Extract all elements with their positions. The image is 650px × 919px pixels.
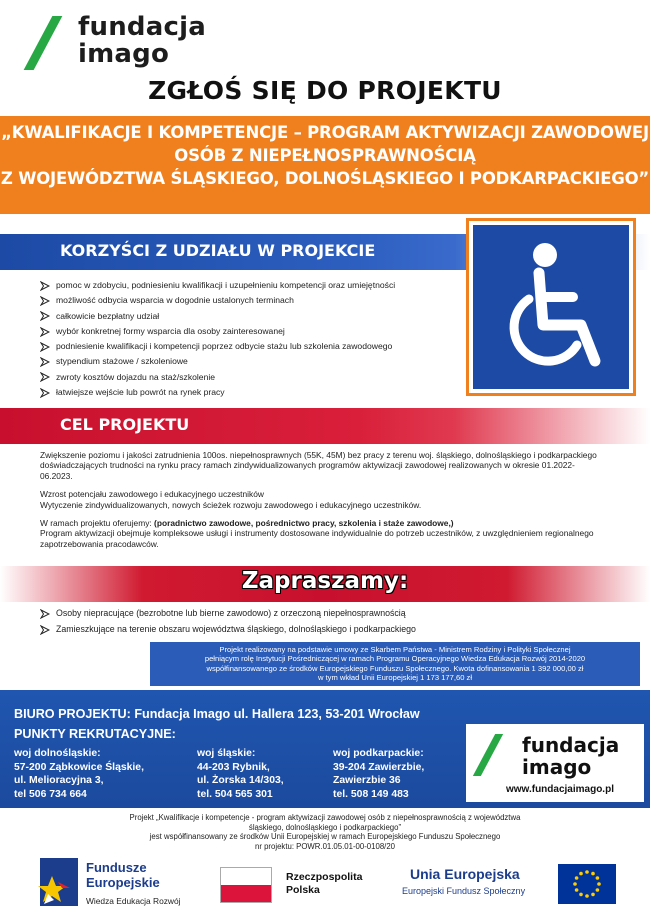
list-item: Zamieszkujące na terenie obszaru województwa śląskiego, dolnośląskiego i podkarpackiego — [40, 621, 600, 637]
invite-list — [40, 605, 600, 637]
rzeczpospolita-polska-text: Rzeczpospolita Polska — [286, 871, 363, 896]
logo-wordmark: fundacja imago — [522, 733, 620, 779]
list-item: Osoby niepracujące (bezrobotne lub bierne zawodowo) z orzeczoną niepełnosprawnością — [40, 605, 600, 621]
arrow-icon — [40, 342, 50, 352]
rzeczpospolita-polska-logo — [220, 867, 380, 907]
arrow-icon — [40, 388, 50, 398]
fundusze-europejskie-logo — [38, 856, 203, 912]
logo-slash-mark — [24, 16, 63, 70]
fundusze-europejskie-star-icon — [38, 856, 82, 908]
arrow-icon — [40, 327, 50, 337]
polish-flag-icon — [220, 867, 272, 903]
list-item: podniesienie kwalifikacji i kompetencji poprzez odbycie stażu lub szkolenia zawodowego — [40, 339, 460, 354]
unia-europejska-text: Unia Europejska — [410, 866, 520, 882]
banner-line-2: OSÓB Z NIEPEŁNOSPRAWNOŚCIĄ — [174, 146, 476, 165]
banner-line-1: „KWALIFIKACJE I KOMPETENCJE – PROGRAM AKTYWIZACJI ZAWODOWEJ — [1, 123, 649, 142]
banner-line-3: Z WOJEWÓDZTWA ŚLĄSKIEGO, DOLNOŚLĄSKIEGO I PODKARPACKIEGO” — [0, 169, 650, 188]
goal-paragraph-2: Wzrost potencjału zawodowego i edukacyjnego uczestników Wytyczenie zindywidualizowanych, nowych ścieżek rozwoju zawodowego i edukacyjnego uczestników. — [40, 489, 422, 510]
website-link[interactable]: www.fundacjaimago.pl — [506, 784, 614, 795]
fundusze-europejskie-text: Fundusze Europejskie — [86, 860, 160, 890]
wheelchair-sign-background — [473, 225, 629, 389]
list-item: łatwiejsze wejście lub powrót na rynek pracy — [40, 385, 460, 400]
recruitment-points-header: PUNKTY REKRUTACYJNE: — [14, 727, 176, 741]
fundacja-imago-logo-box — [466, 724, 644, 802]
page-title: ZGŁOŚ SIĘ DO PROJEKTU — [148, 76, 502, 105]
efs-text: Europejski Fundusz Społeczny — [402, 886, 526, 896]
arrow-icon — [40, 281, 50, 291]
project-title-banner — [0, 116, 650, 214]
benefits-list — [40, 278, 460, 400]
goal-text — [40, 450, 600, 557]
wheelchair-icon — [473, 225, 629, 389]
recruitment-point-dolnoslaskie: woj dolnośląskie: 57-200 Ząbkowice Śląskie, ul. Melioracyjna 3, tel 506 734 664 — [14, 748, 144, 800]
goal-paragraph-3: W ramach projektu oferujemy: (poradnictwo zawodowe, pośrednictwo pracy, szkolenia i staże zawodowe,) Program aktywizacji obejmuje kompleksowe usługi i instrumenty dostosowane indywidualnie do potrzeb uczestników, z uwzględnieniem regionalnego zapotrzebowania pracodawców. — [40, 518, 594, 549]
logo-slash-mark — [473, 734, 503, 776]
wheelchair-sign — [466, 218, 636, 396]
list-item: całkowicie bezpłatny udział — [40, 309, 460, 324]
project-footer-text: Projekt „Kwalifikacje i kompetencje - program aktywizacji zawodowej osób z niepełnosprawnością z województwa śląskiego, dolnośląskiego i podkarpackiego” jest współfinansowany ze środków Unii Europejskiej w ramach Europejskiego Funduszu Społecznego nr projektu: POWR.01.05.01-00-0108/20 — [129, 813, 521, 851]
wiedza-edukacja-rozwoj-text: Wiedza Edukacja Rozwój — [86, 896, 181, 906]
funding-info-box: Projekt realizowany na podstawie umowy ze Skarbem Państwa - Ministrem Rodziny i Polityki Społecznej pełniącym rolę Instytucji Pośredniczącej w ramach Programu Operacyjnego Wiedza Edukacja Rozwój 2014-2020 współfinansowanego ze środków Europejskiego Funduszu Społecznego. Kwota dofinansowania 1 392 000,00 zł w tym wkład Unii Europejskiej 1 173 177,60 zł — [150, 642, 640, 686]
goal-header: CEL PROJEKTU — [60, 415, 190, 434]
list-item: stypendium stażowe / szkoleniowe — [40, 354, 460, 369]
arrow-icon — [40, 624, 50, 634]
list-item: możliwość odbycia wsparcia w dogodnie ustalonych terminach — [40, 293, 460, 308]
benefits-header: KORZYŚCI Z UDZIAŁU W PROJEKCIE — [60, 241, 376, 260]
arrow-icon — [40, 608, 50, 618]
list-item: wybór konkretnej formy wsparcia dla osoby zainteresowanej — [40, 324, 460, 339]
eu-stars-icon — [558, 864, 616, 904]
recruitment-point-slaskie: woj śląskie: 44-203 Rybnik, ul. Żorska 14/303, tel. 504 565 301 — [197, 748, 284, 800]
arrow-icon — [40, 357, 50, 367]
invite-header: Zapraszamy: — [241, 568, 409, 594]
fundacja-imago-logo — [22, 14, 282, 74]
list-item: zwroty kosztów dojazdu na staż/szkolenie — [40, 370, 460, 385]
invite-header-bar — [0, 566, 650, 602]
recruitment-point-podkarpackie: woj podkarpackie: 39-204 Zawierzbie, Zawierzbie 36 tel. 508 149 483 — [333, 748, 425, 800]
arrow-icon — [40, 296, 50, 306]
arrow-icon — [40, 311, 50, 321]
goal-paragraph-1: Zwiększenie poziomu i jakości zatrudnienia 100os. niepełnosprawnych (55K, 45M) bez pracy z terenu woj. śląskiego, dolnośląskiego i podkarpackiego doświadczających trudności na rynku pracy ramach zindywidualizowanych programów aktywizacji zawodowej realizowanych w okresie 01.2022-06.2023. — [40, 450, 597, 481]
arrow-icon — [40, 372, 50, 382]
goal-header-bar — [0, 408, 650, 444]
eu-flag-icon — [558, 864, 616, 904]
unia-europejska-logo — [400, 862, 640, 912]
logo-wordmark: fundacja imago — [78, 12, 206, 69]
project-office: BIURO PROJEKTU: Fundacja Imago ul. Hallera 123, 53-201 Wrocław — [14, 707, 420, 721]
list-item: pomoc w zdobyciu, podniesieniu kwalifikacji i uzupełnieniu kompetencji oraz umiejętności — [40, 278, 460, 293]
